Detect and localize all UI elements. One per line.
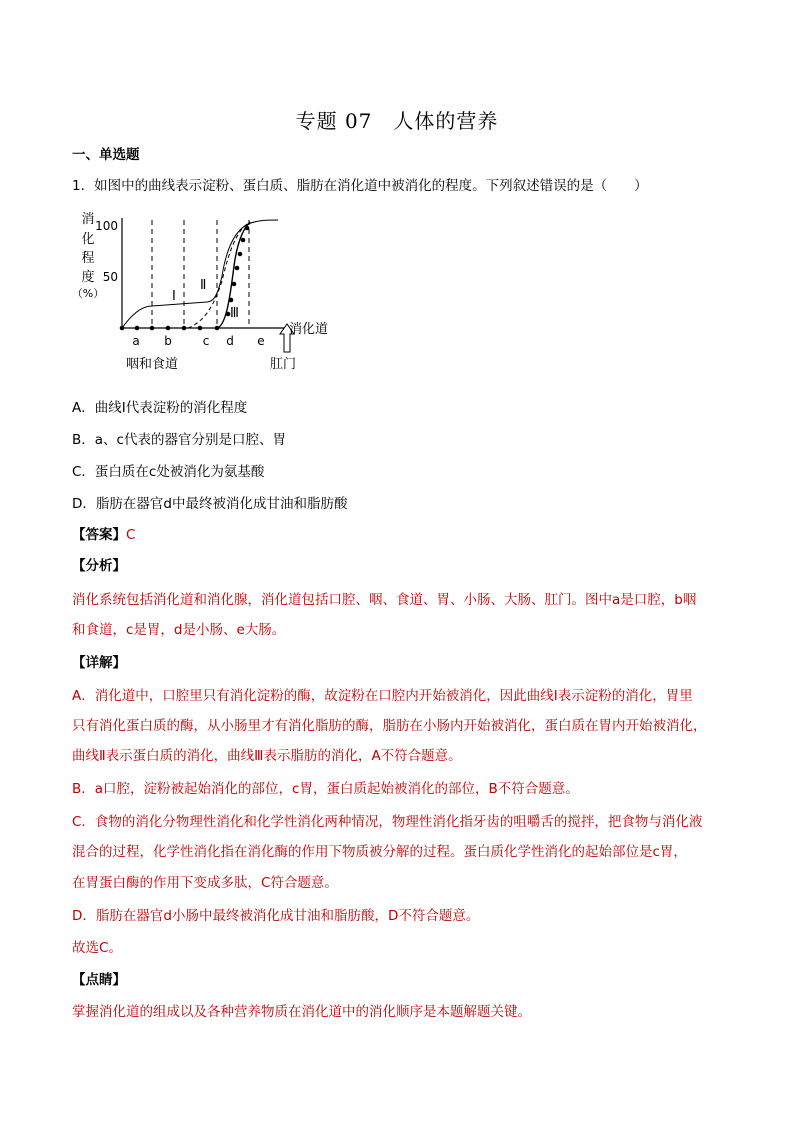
curve-label-ii: Ⅱ: [200, 278, 207, 293]
point-line: 掌握消化道的组成以及各种营养物质在消化道中的消化顺序是本题解题关键。: [72, 1004, 531, 1020]
curve-starch: [122, 220, 278, 328]
x-letter-d: d: [226, 334, 234, 348]
y-label-char: 度: [81, 270, 95, 285]
digestion-curve-figure: [72, 206, 352, 376]
y-label-char: 化: [81, 232, 95, 247]
detail-label: 【详解】: [72, 655, 126, 671]
detail-line: 曲线Ⅱ表示蛋白质的消化，曲线Ⅲ表示脂肪的消化，A不符合题意。: [72, 748, 462, 764]
option-c: C．蛋白质在c处被消化为氨基酸: [72, 464, 265, 480]
option-d: D．脂肪在器官d中最终被消化成甘油和脂肪酸: [72, 496, 348, 512]
detail-line: A．消化道中，口腔里只有消化淀粉的酶，故淀粉在口腔内开始被消化，因此曲线Ⅰ表示淀粉的消化，胃里: [72, 688, 693, 704]
analysis-label: 【分析】: [72, 558, 126, 574]
y-unit: （%）: [72, 287, 105, 300]
detail-line: 故选C。: [72, 940, 122, 956]
x-letter-c: c: [202, 334, 210, 348]
y-label-char: 程: [81, 251, 95, 266]
x-letter-a: a: [132, 334, 140, 348]
y-tick-100: 100: [95, 219, 118, 233]
answer-line: [72, 525, 732, 545]
question-stem: 1．如图中的曲线表示淀粉、蛋白质、脂肪在消化道中被消化的程度。下列叙述错误的是（ ）: [72, 178, 648, 194]
x-letter-b: b: [164, 334, 172, 348]
x-letter-e: e: [257, 334, 265, 348]
curve-label-iii: Ⅲ: [230, 306, 239, 321]
point-label: 【点睛】: [72, 972, 126, 988]
detail-line: D．脂肪在器官d小肠中最终被消化成甘油和脂肪酸，D不符合题意。: [72, 908, 480, 924]
analysis-line: 消化系统包括消化道和消化腺，消化道包括口腔、咽、食道、胃、小肠、大肠、肛门。图中a是口腔，b咽: [72, 592, 697, 608]
answer-label: 【答案】: [72, 527, 126, 543]
analysis-line: 和食道，c是胃，d是小肠、e大肠。: [72, 622, 286, 638]
detail-line: 混合的过程，化学性消化指在消化酶的作用下物质被分解的过程。蛋白质化学性消化的起始部位是c胃，: [72, 844, 687, 860]
y-tick-50: 50: [102, 270, 118, 284]
throat-label: 咽和食道: [126, 357, 179, 372]
curve-label-i: Ⅰ: [172, 289, 176, 304]
section-heading: 一、单选题: [72, 147, 140, 163]
page-title: 专题 07 人体的营养: [295, 109, 499, 133]
x-axis-label: 消化道: [289, 322, 329, 337]
detail-line: 只有消化蛋白质的酶，从小肠里才有消化脂肪的酶，脂肪在小肠内开始被消化，蛋白质在胃内开始被消化，: [72, 718, 707, 734]
detail-line: 在胃蛋白酶的作用下变成多肽，C符合题意。: [72, 875, 338, 891]
anus-label: 肛门: [270, 357, 297, 372]
y-label-char: 消: [81, 212, 95, 227]
detail-line: C．食物的消化分物理性消化和化学性消化两种情况，物理性消化指牙齿的咀嚼舌的搅拌，把食物与消化液: [72, 814, 703, 830]
option-a: A．曲线Ⅰ代表淀粉的消化程度: [72, 400, 248, 416]
option-b: B．a、c代表的器官分别是口腔、胃: [72, 432, 286, 448]
answer-value: C: [126, 527, 136, 543]
detail-line: B．a口腔，淀粉被起始消化的部位，c胃，蛋白质起始被消化的部位，B不符合题意。: [72, 781, 579, 797]
